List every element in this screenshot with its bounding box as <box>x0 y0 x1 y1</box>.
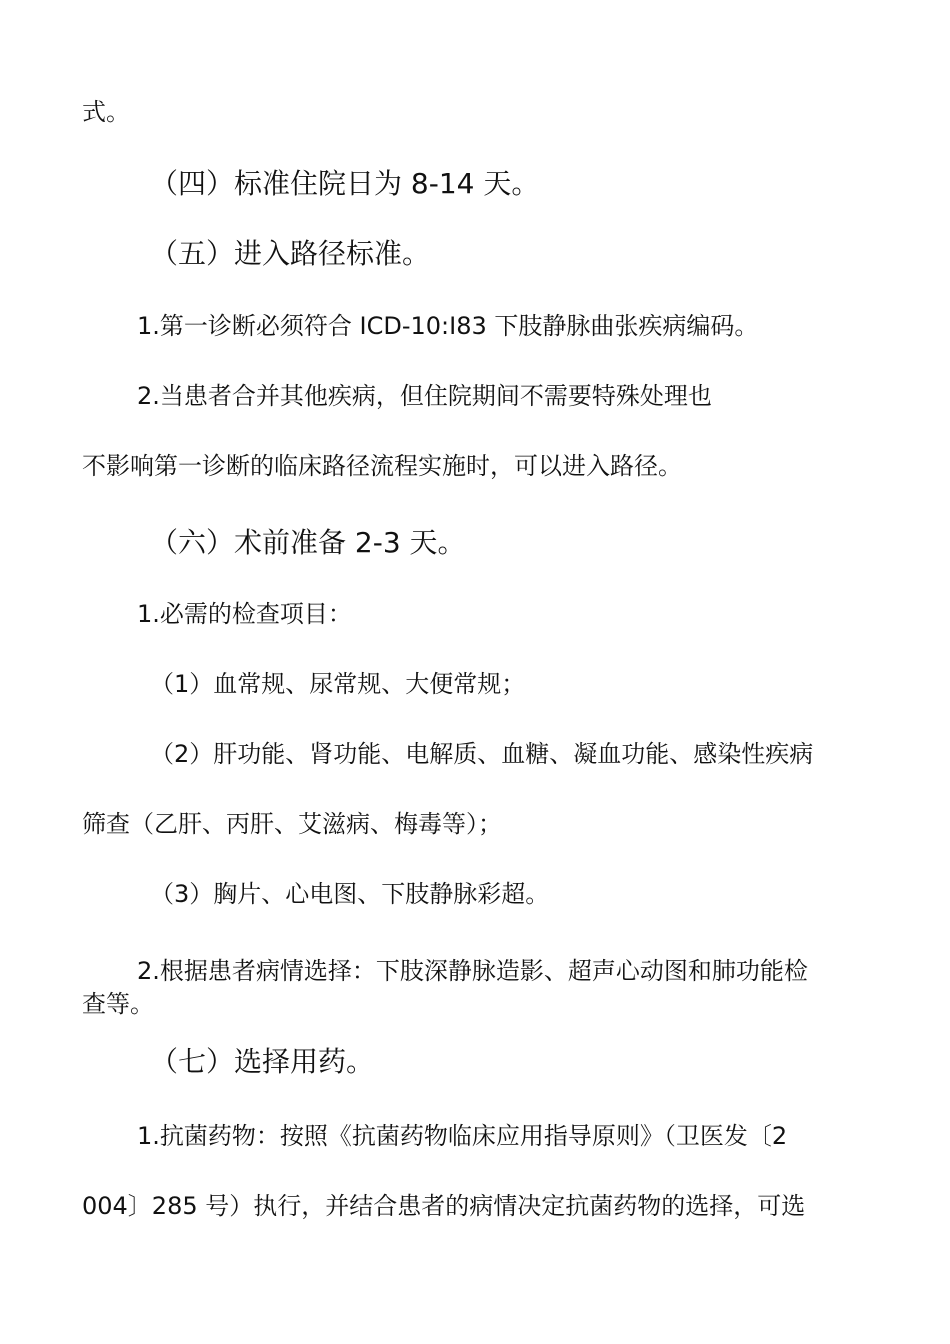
text-line: 1.必需的检查项目： <box>137 600 352 628</box>
section-heading: （五）进入路径标准。 <box>150 237 431 270</box>
section-heading: （四）标准住院日为 8-14 天。 <box>150 167 540 200</box>
section-heading: （七）选择用药。 <box>150 1045 375 1078</box>
text-line: 查等。 <box>82 990 154 1018</box>
text-line: 1.抗菌药物：按照《抗菌药物临床应用指导原则》（卫医发〔2 <box>137 1122 788 1150</box>
text-line: （2）肝功能、肾功能、电解质、血糖、凝血功能、感染性疾病 <box>150 740 814 768</box>
text-line: （3）胸片、心电图、下肢静脉彩超。 <box>150 880 550 908</box>
text-line: 式。 <box>82 98 130 126</box>
text-line: （1）血常规、尿常规、大便常规； <box>150 670 526 698</box>
text-line: 2.根据患者病情选择：下肢深静脉造影、超声心动图和肺功能检 <box>137 957 808 985</box>
text-line: 筛查（乙肝、丙肝、艾滋病、梅毒等）； <box>82 810 502 838</box>
text-line: 不影响第一诊断的临床路径流程实施时，可以进入路径。 <box>82 452 682 480</box>
text-line: 004〕285 号）执行，并结合患者的病情决定抗菌药物的选择，可选 <box>82 1192 806 1220</box>
text-line: 1.第一诊断必须符合 ICD-10:I83 下肢静脉曲张疾病编码。 <box>137 312 759 340</box>
text-line: 2.当患者合并其他疾病，但住院期间不需要特殊处理也 <box>137 382 712 410</box>
section-heading: （六）术前准备 2-3 天。 <box>150 526 466 559</box>
